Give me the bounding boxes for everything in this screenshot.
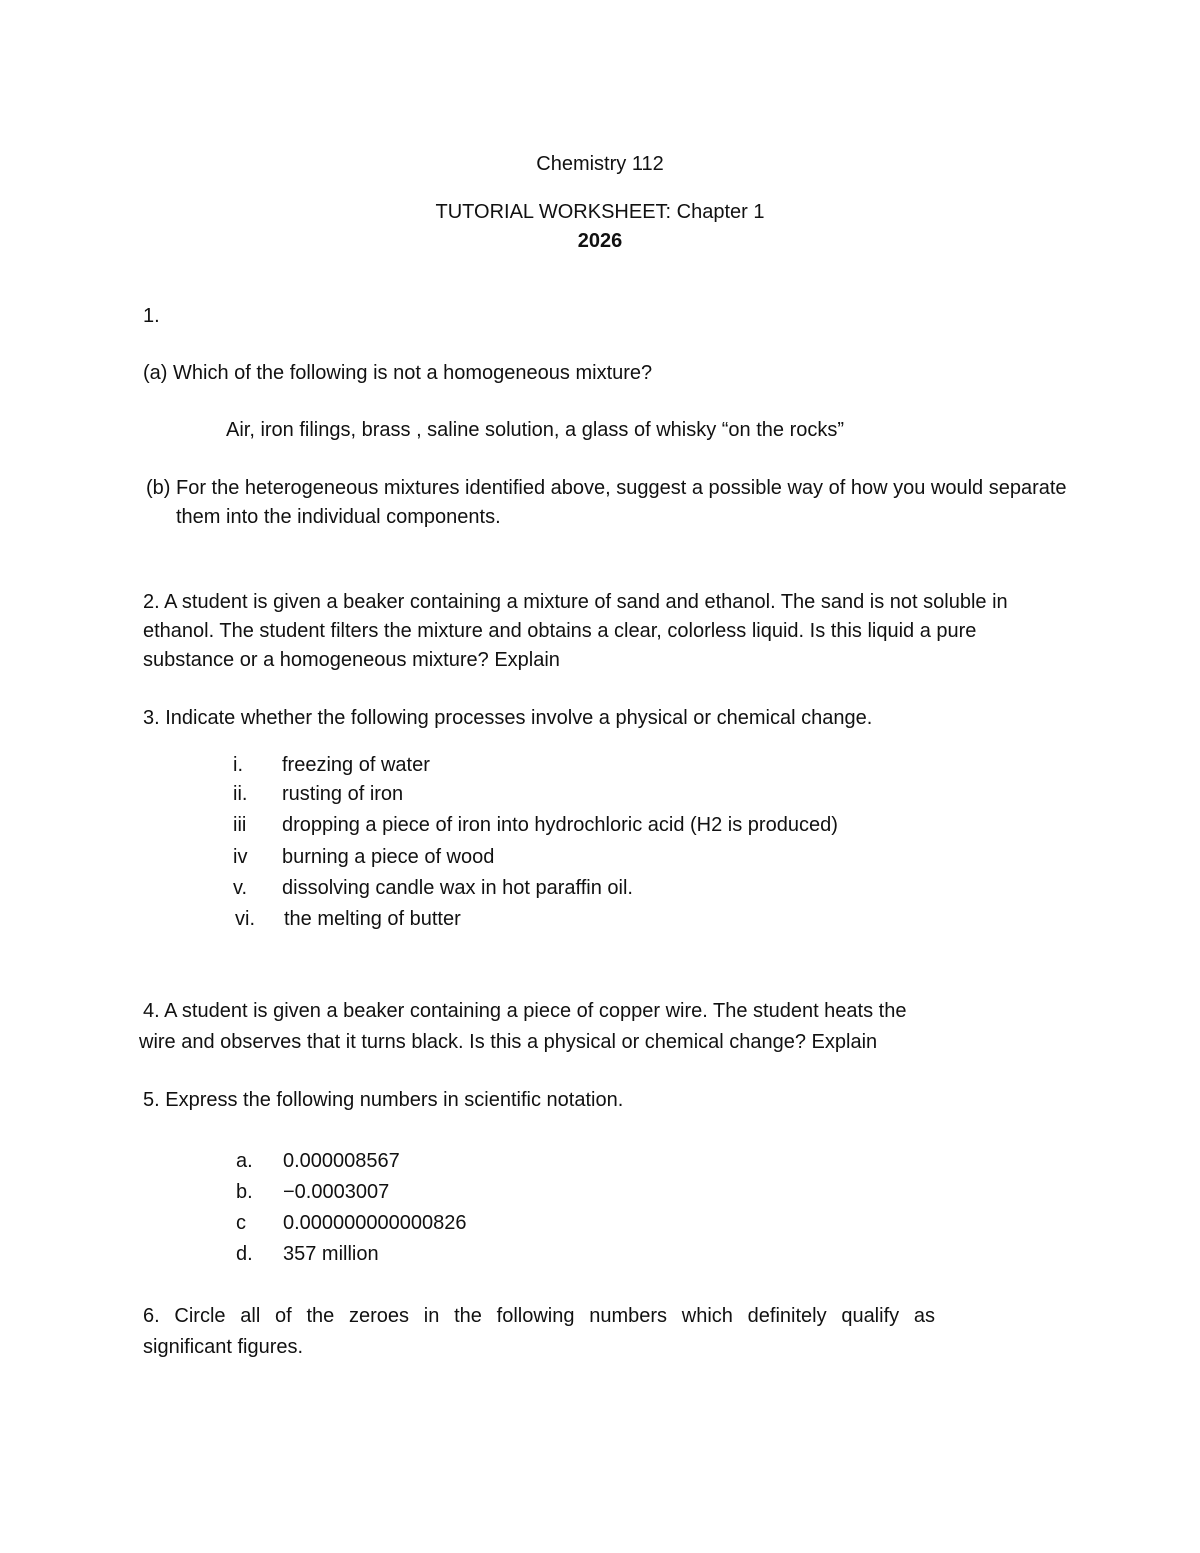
q4-question-line2: wire and observes that it turns black. Is this a physical or chemical change? Explain <box>139 1031 878 1053</box>
q5-question: 5. Express the following numbers in scientific notation. <box>143 1089 624 1111</box>
q1b-question: (b) For the heterogeneous mixtures identified above, suggest a possible way of how you would separate them into the individual components. <box>146 477 1067 528</box>
q4-question-line1: 4. A student is given a beaker containing a piece of copper wire. The student heats the <box>143 1000 907 1022</box>
q3-question: 3. Indicate whether the following processes involve a physical or chemical change. <box>143 707 873 729</box>
worksheet-title: TUTORIAL WORKSHEET: Chapter 1 <box>435 201 765 223</box>
q2-question: 2. A student is given a beaker containing a mixture of sand and ethanol. The sand is not soluble in ethanol. The student filters the mixture and obtains a clear, colorless liquid. Is this liquid a pure substance or a homogeneous mixture? Explain <box>143 591 1008 671</box>
course-name: Chemistry 112 <box>536 153 664 175</box>
list-item-text: burning a piece of wood <box>282 846 495 868</box>
list-item-text: −0.0003007 <box>283 1181 390 1203</box>
list-item-text: rusting of iron <box>282 783 404 805</box>
q6-question-line1: 6. Circle all of the zeroes in the following numbers which definitely qualify as <box>143 1305 935 1327</box>
list-item-text: dropping a piece of iron into hydrochloric acid (H2 is produced) <box>282 814 838 836</box>
list-item-marker: i. <box>233 754 243 776</box>
list-item-text: 0.000000000000826 <box>283 1212 467 1234</box>
list-item-marker: vi. <box>235 908 255 930</box>
q1a-question: (a) Which of the following is not a homogeneous mixture? <box>143 362 653 384</box>
list-item-marker: a. <box>236 1150 253 1172</box>
list-item-marker: d. <box>236 1243 253 1265</box>
list-item-text: the melting of butter <box>284 908 461 930</box>
list-item-marker: v. <box>233 877 248 899</box>
q1-number: 1. <box>143 305 160 327</box>
list-item-marker: b. <box>236 1181 253 1203</box>
q1a-options: Air, iron filings, brass , saline solution, a glass of whisky “on the rocks” <box>226 419 845 441</box>
worksheet-year: 2026 <box>577 230 623 252</box>
list-item-marker: iv <box>233 846 248 868</box>
list-item-marker: iii <box>233 814 247 836</box>
list-item-marker: c <box>236 1212 246 1234</box>
list-item-text: freezing of water <box>282 754 430 776</box>
list-item-text: dissolving candle wax in hot paraffin oil. <box>282 877 633 899</box>
list-item-text: 357 million <box>283 1243 379 1265</box>
list-item-text: 0.000008567 <box>283 1150 400 1172</box>
q6-question-line2: significant figures. <box>143 1336 304 1358</box>
list-item-marker: ii. <box>233 783 248 805</box>
